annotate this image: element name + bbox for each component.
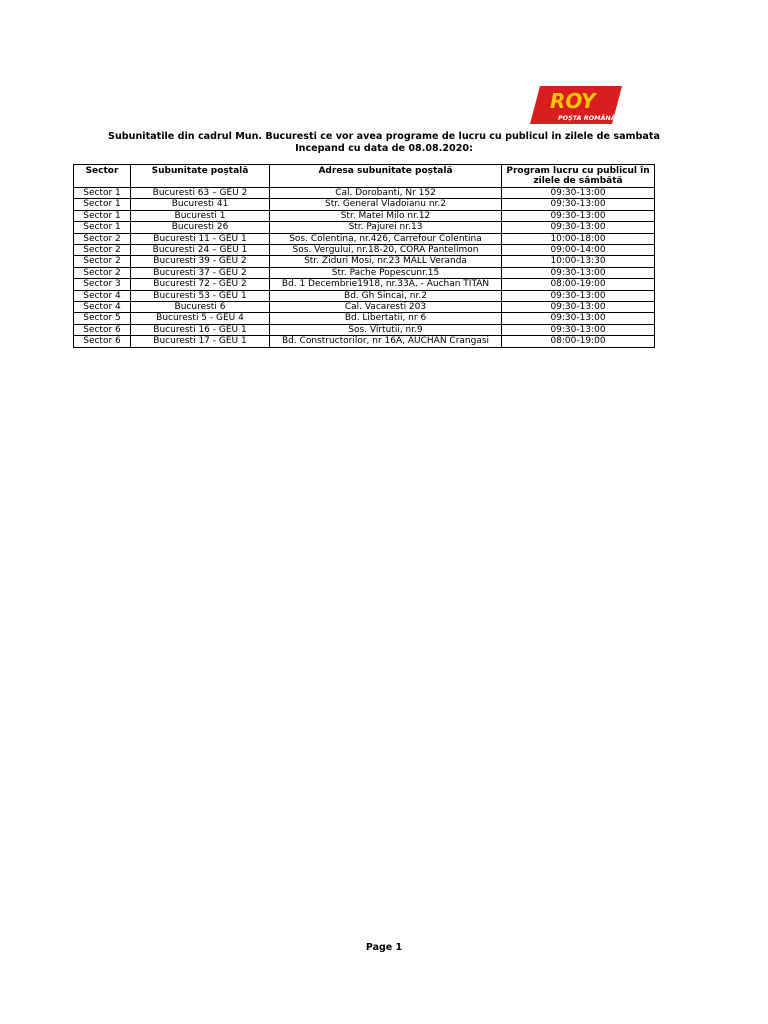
cell-saturday-program: 08:00-19:00 xyxy=(502,279,655,290)
cell-address: Sos. Virtutii, nr.9 xyxy=(270,324,502,335)
cell-address: Cal. Vacaresti 203 xyxy=(270,302,502,313)
cell-sector: Sector 2 xyxy=(74,233,131,244)
table-row xyxy=(74,302,655,313)
cell-postal-unit: Bucuresti 39 - GEU 2 xyxy=(131,256,270,267)
table-row xyxy=(74,199,655,210)
cell-address: Bd. Libertatii, nr 6 xyxy=(270,313,502,324)
cell-postal-unit: Bucuresti 72 - GEU 2 xyxy=(131,279,270,290)
cell-postal-unit: Bucuresti 26 xyxy=(131,222,270,233)
cell-postal-unit: Bucuresti 17 - GEU 1 xyxy=(131,336,270,347)
cell-sector: Sector 3 xyxy=(74,279,131,290)
page-number: Page 1 xyxy=(365,942,403,953)
table-row xyxy=(74,290,655,301)
cell-postal-unit: Bucuresti 37 - GEU 2 xyxy=(131,267,270,278)
cell-sector: Sector 4 xyxy=(74,290,131,301)
cell-address: Str. General Vladoianu nr.2 xyxy=(270,199,502,210)
cell-saturday-program: 09:30-13:00 xyxy=(502,222,655,233)
cell-saturday-program: 09:30-13:00 xyxy=(502,267,655,278)
cell-sector: Sector 6 xyxy=(74,324,131,335)
cell-sector: Sector 1 xyxy=(74,210,131,221)
document-title: Subunitatile din cadrul Mun. Bucuresti ce vor avea programe de lucru cu publicul in zilele de sambata xyxy=(108,131,660,142)
cell-address: Bd. Constructorilor, nr 16A, AUCHAN Crangasi xyxy=(270,336,502,347)
cell-saturday-program: 10:00-13:30 xyxy=(502,256,655,267)
cell-address: Sos. Vergului, nr.18-20, CORA Pantelimon xyxy=(270,245,502,256)
cell-postal-unit: Bucuresti 53 - GEU 1 xyxy=(131,290,270,301)
cell-saturday-program: 09:30-13:00 xyxy=(502,290,655,301)
cell-sector: Sector 4 xyxy=(74,302,131,313)
cell-address: Bd. 1 Decembrie1918, nr.33A, - Auchan TITAN xyxy=(270,279,502,290)
table-row xyxy=(74,222,655,233)
cell-saturday-program: 09:00-14:00 xyxy=(502,245,655,256)
cell-saturday-program: 10:00-18:00 xyxy=(502,233,655,244)
cell-saturday-program: 08:00-19:00 xyxy=(502,336,655,347)
posta-romana-logo xyxy=(530,86,622,124)
logo-subtitle: POȘTA ROMÂNĂ xyxy=(558,114,616,122)
cell-sector: Sector 1 xyxy=(74,199,131,210)
table-row xyxy=(74,336,655,347)
cell-sector: Sector 2 xyxy=(74,256,131,267)
cell-address: Str. Pache Popescunr.15 xyxy=(270,267,502,278)
cell-address: Str. Ziduri Mosi, nr.23 MALL Veranda xyxy=(270,256,502,267)
cell-postal-unit: Bucuresti 16 - GEU 1 xyxy=(131,324,270,335)
cell-address: Str. Matei Milo nr.12 xyxy=(270,210,502,221)
cell-sector: Sector 5 xyxy=(74,313,131,324)
table-row xyxy=(74,188,655,199)
cell-postal-unit: Bucuresti 63 – GEU 2 xyxy=(131,188,270,199)
cell-postal-unit: Bucuresti 6 xyxy=(131,302,270,313)
cell-address: Sos. Colentina, nr.426, Carrefour Colentina xyxy=(270,233,502,244)
cell-saturday-program: 09:30-13:00 xyxy=(502,302,655,313)
cell-postal-unit: Bucuresti 1 xyxy=(131,210,270,221)
cell-postal-unit: Bucuresti 24 – GEU 1 xyxy=(131,245,270,256)
logo-mark: ROY xyxy=(550,89,596,113)
header-postal-unit: Subunitate poștală xyxy=(131,165,270,188)
document-subtitle: Incepand cu data de 08.08.2020: xyxy=(295,143,473,154)
cell-saturday-program: 09:30-13:00 xyxy=(502,324,655,335)
cell-address: Bd. Gh Sincai, nr.2 xyxy=(270,290,502,301)
header-sector: Sector xyxy=(74,165,131,188)
cell-sector: Sector 1 xyxy=(74,188,131,199)
cell-postal-unit: Bucuresti 41 xyxy=(131,199,270,210)
table-row xyxy=(74,313,655,324)
cell-saturday-program: 09:30-13:00 xyxy=(502,188,655,199)
table-row xyxy=(74,233,655,244)
cell-postal-unit: Bucuresti 5 - GEU 4 xyxy=(131,313,270,324)
cell-address: Str. Pajurei nr.13 xyxy=(270,222,502,233)
table-row xyxy=(74,279,655,290)
cell-saturday-program: 09:30-13:00 xyxy=(502,313,655,324)
table-row xyxy=(74,267,655,278)
table-header-row xyxy=(74,165,655,188)
header-saturday-program: Program lucru cu publicul în zilele de sâmbătă xyxy=(502,165,655,188)
cell-postal-unit: Bucuresti 11 - GEU 1 xyxy=(131,233,270,244)
cell-sector: Sector 2 xyxy=(74,267,131,278)
cell-saturday-program: 09:30-13:00 xyxy=(502,199,655,210)
table-row xyxy=(74,324,655,335)
table-row xyxy=(74,245,655,256)
cell-sector: Sector 2 xyxy=(74,245,131,256)
table-row xyxy=(74,210,655,221)
table-row xyxy=(74,256,655,267)
header-address: Adresa subunitate poștală xyxy=(270,165,502,188)
cell-sector: Sector 6 xyxy=(74,336,131,347)
cell-sector: Sector 1 xyxy=(74,222,131,233)
cell-saturday-program: 09:30-13:00 xyxy=(502,210,655,221)
post-offices-table xyxy=(73,164,655,348)
cell-address: Cal. Dorobanti, Nr 152 xyxy=(270,188,502,199)
